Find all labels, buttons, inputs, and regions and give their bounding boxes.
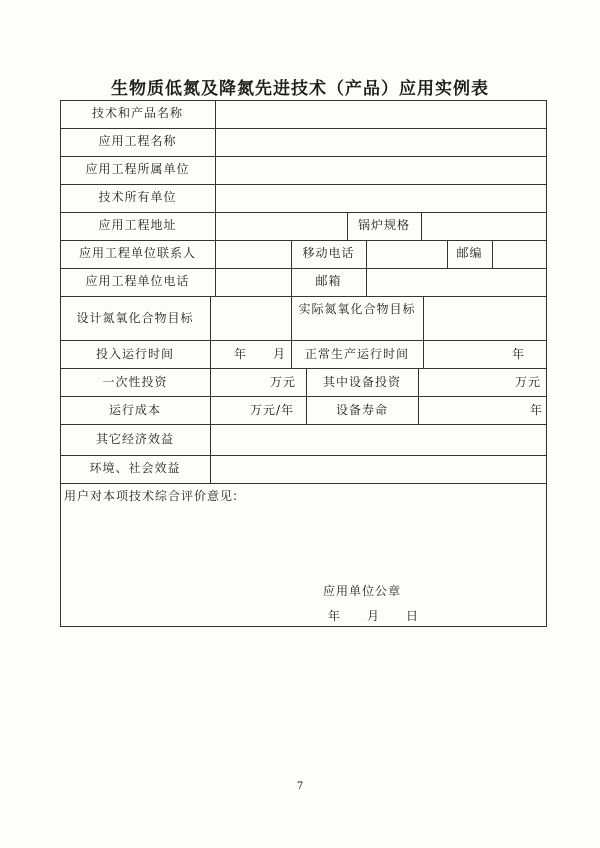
- label-boiler-spec: 锅炉规格: [357, 218, 410, 232]
- equip-invest-unit: 万元: [515, 375, 542, 389]
- evaluation-field[interactable]: [65, 510, 543, 580]
- page-number: 7: [296, 781, 304, 792]
- label-phone: 应用工程单位电话: [85, 274, 190, 288]
- seal-label: 应用单位公章: [323, 584, 402, 598]
- other-benefit-field[interactable]: [211, 425, 546, 455]
- date-label: 年 月 日: [328, 609, 420, 623]
- tech-name-field[interactable]: [216, 101, 546, 128]
- mobile-field[interactable]: [367, 241, 447, 268]
- email-field[interactable]: [367, 269, 546, 296]
- label-project-address: 应用工程地址: [98, 218, 177, 232]
- env-benefit-field[interactable]: [211, 456, 546, 483]
- label-tech-owner: 技术所有单位: [98, 190, 177, 204]
- label-equip-invest: 其中设备投资: [322, 375, 401, 389]
- label-normal-run-time: 正常生产运行时间: [304, 347, 409, 361]
- label-one-time-invest: 一次性投资: [102, 375, 168, 389]
- equip-life-unit: 年: [530, 403, 544, 417]
- invest-unit: 万元: [270, 375, 297, 389]
- label-other-benefit: 其它经济效益: [95, 432, 174, 446]
- label-contact: 应用工程单位联系人: [78, 246, 196, 260]
- label-project-name: 应用工程名称: [98, 134, 177, 148]
- form-title: 生物质低氮及降氮先进技术（产品）应用实例表: [111, 79, 489, 99]
- label-env-benefit: 环境、社会效益: [89, 461, 181, 475]
- label-postcode: 邮编: [456, 246, 483, 260]
- actual-nox-field[interactable]: [424, 297, 546, 340]
- label-email: 邮箱: [315, 274, 342, 288]
- phone-field[interactable]: [216, 269, 291, 296]
- label-mobile: 移动电话: [302, 246, 355, 260]
- boiler-spec-field[interactable]: [422, 213, 546, 240]
- postcode-field[interactable]: [493, 241, 546, 268]
- label-equip-life: 设备寿命: [335, 403, 388, 417]
- label-commission-time: 投入运行时间: [95, 347, 174, 361]
- project-address-field[interactable]: [216, 213, 347, 240]
- label-tech-name: 技术和产品名称: [91, 106, 183, 120]
- running-cost-unit: 万元/年: [250, 403, 295, 417]
- project-owner-field[interactable]: [216, 157, 546, 184]
- label-project-owner: 应用工程所属单位: [85, 162, 190, 176]
- run-time-year-unit: 年: [512, 347, 526, 361]
- commission-year-month: 年 月: [234, 347, 287, 361]
- label-running-cost: 运行成本: [108, 403, 161, 417]
- design-nox-field[interactable]: [211, 297, 291, 340]
- label-actual-nox: 实际氮氧化合物目标: [298, 302, 416, 316]
- contact-field[interactable]: [216, 241, 291, 268]
- tech-owner-field[interactable]: [216, 185, 546, 212]
- project-name-field[interactable]: [216, 129, 546, 156]
- evaluation-label: 用户对本项技术综合评价意见:: [64, 489, 239, 503]
- label-design-nox: 设计氮氧化合物目标: [76, 311, 194, 325]
